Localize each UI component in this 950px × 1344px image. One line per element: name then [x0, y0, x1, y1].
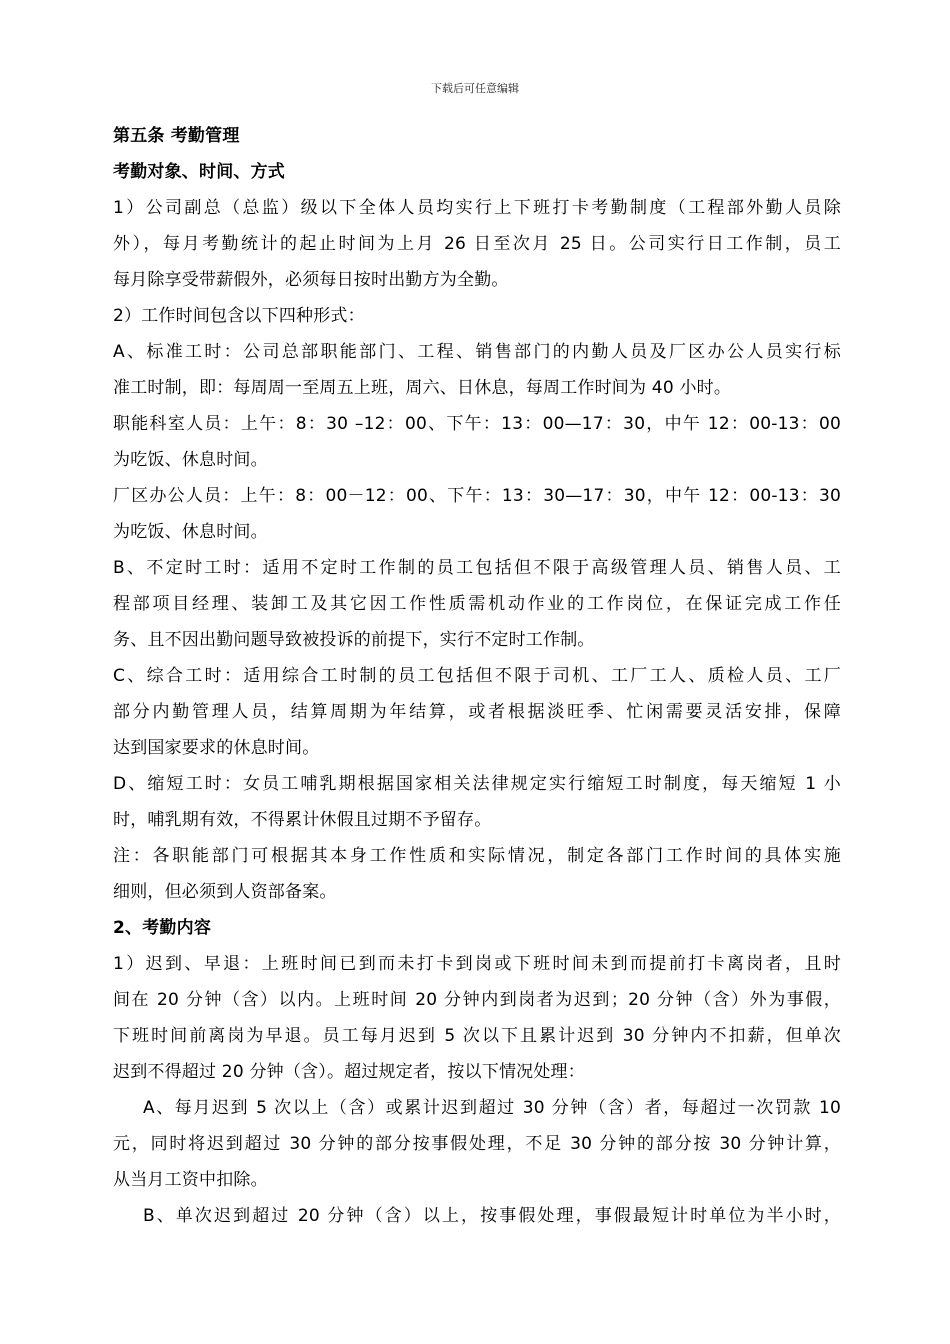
text-line: 程部项目经理、装卸工及其它因工作性质需机动作业的工作岗位，在保证完成工作任 [113, 594, 841, 614]
text-line: 1）迟到、早退：上班时间已到而未打卡到岗或下班时间未到而提前打卡离岗者，且时 [113, 954, 841, 974]
text-line: D、缩短工时：女员工哺乳期根据国家相关法律规定实行缩短工时制度，每天缩短 1 小 [113, 774, 841, 794]
text-line: 厂区办公人员：上午：8：00－12：00、下午：13：30—17：30，中午 12：00-13：30 [113, 486, 841, 506]
text-line: B、不定时工时：适用不定时工作制的员工包括但不限于高级管理人员、销售人员、工 [113, 558, 841, 578]
text-line: 为吃饭、休息时间。 [113, 522, 268, 542]
text-line: 1）公司副总（总监）级以下全体人员均实行上下班打卡考勤制度（工程部外勤人员除 [113, 198, 841, 218]
text-line: 迟到不得超过 20 分钟（含）。超过规定者，按以下情况处理： [113, 1062, 585, 1082]
text-line: 下班时间前离岗为早退。员工每月迟到 5 次以下且累计迟到 30 分钟内不扣薪，但单次 [113, 1026, 841, 1046]
text-line: 达到国家要求的休息时间。 [113, 738, 320, 758]
text-line: 职能科室人员：上午：8：30 –12：00、下午：13：00—17：30，中午 12：00-13：00 [113, 414, 841, 434]
text-line: A、标准工时：公司总部职能部门、工程、销售部门的内勤人员及厂区办公人员实行标 [113, 342, 841, 362]
text-line: 时，哺乳期有效，不得累计休假且过期不予留存。 [113, 810, 492, 830]
document-body [113, 118, 841, 1234]
text-line: 务、且不因出勤问题导致被投诉的前提下，实行不定时工作制。 [113, 630, 595, 650]
text-line: 为吃饭、休息时间。 [113, 450, 268, 470]
text-line: 注：各职能部门可根据其本身工作性质和实际情况，制定各部门工作时间的具体实施 [113, 846, 841, 866]
section-heading: 第五条 考勤管理 [113, 126, 240, 146]
text-line: 部分内勤管理人员，结算周期为年结算，或者根据淡旺季、忙闲需要灵活安排，保障 [113, 702, 841, 722]
text-line: B、单次迟到超过 20 分钟（含）以上，按事假处理，事假最短计时单位为半小时， [143, 1206, 841, 1226]
text-line: 每月除享受带薪假外，必须每日按时出勤方为全勤。 [113, 270, 509, 290]
text-line: 外），每月考勤统计的起止时间为上月 26 日至次月 25 日。公司实行日工作制，员工 [113, 234, 841, 254]
header-note: 下载后可任意编辑 [431, 82, 519, 95]
section-heading: 考勤对象、时间、方式 [113, 162, 285, 182]
text-line: 元，同时将迟到超过 30 分钟的部分按事假处理，不足 30 分钟的部分按 30 分钟计算， [113, 1134, 841, 1154]
text-line: 从当月工资中扣除。 [113, 1170, 268, 1190]
text-line: 2）工作时间包含以下四种形式： [113, 306, 365, 326]
text-line: 细则，但必须到人资部备案。 [113, 882, 337, 902]
text-line: C、综合工时：适用综合工时制的员工包括但不限于司机、工厂工人、质检人员、工厂 [113, 666, 841, 686]
text-line: A、每月迟到 5 次以上（含）或累计迟到超过 30 分钟（含）者，每超过一次罚款 10 [143, 1098, 841, 1118]
section-heading: 2、考勤内容 [113, 918, 212, 938]
text-line: 间在 20 分钟（含）以内。上班时间 20 分钟内到岗者为迟到；20 分钟（含）外为事假， [113, 990, 841, 1010]
text-line: 准工时制，即：每周周一至周五上班，周六、日休息，每周工作时间为 40 小时。 [113, 378, 732, 398]
